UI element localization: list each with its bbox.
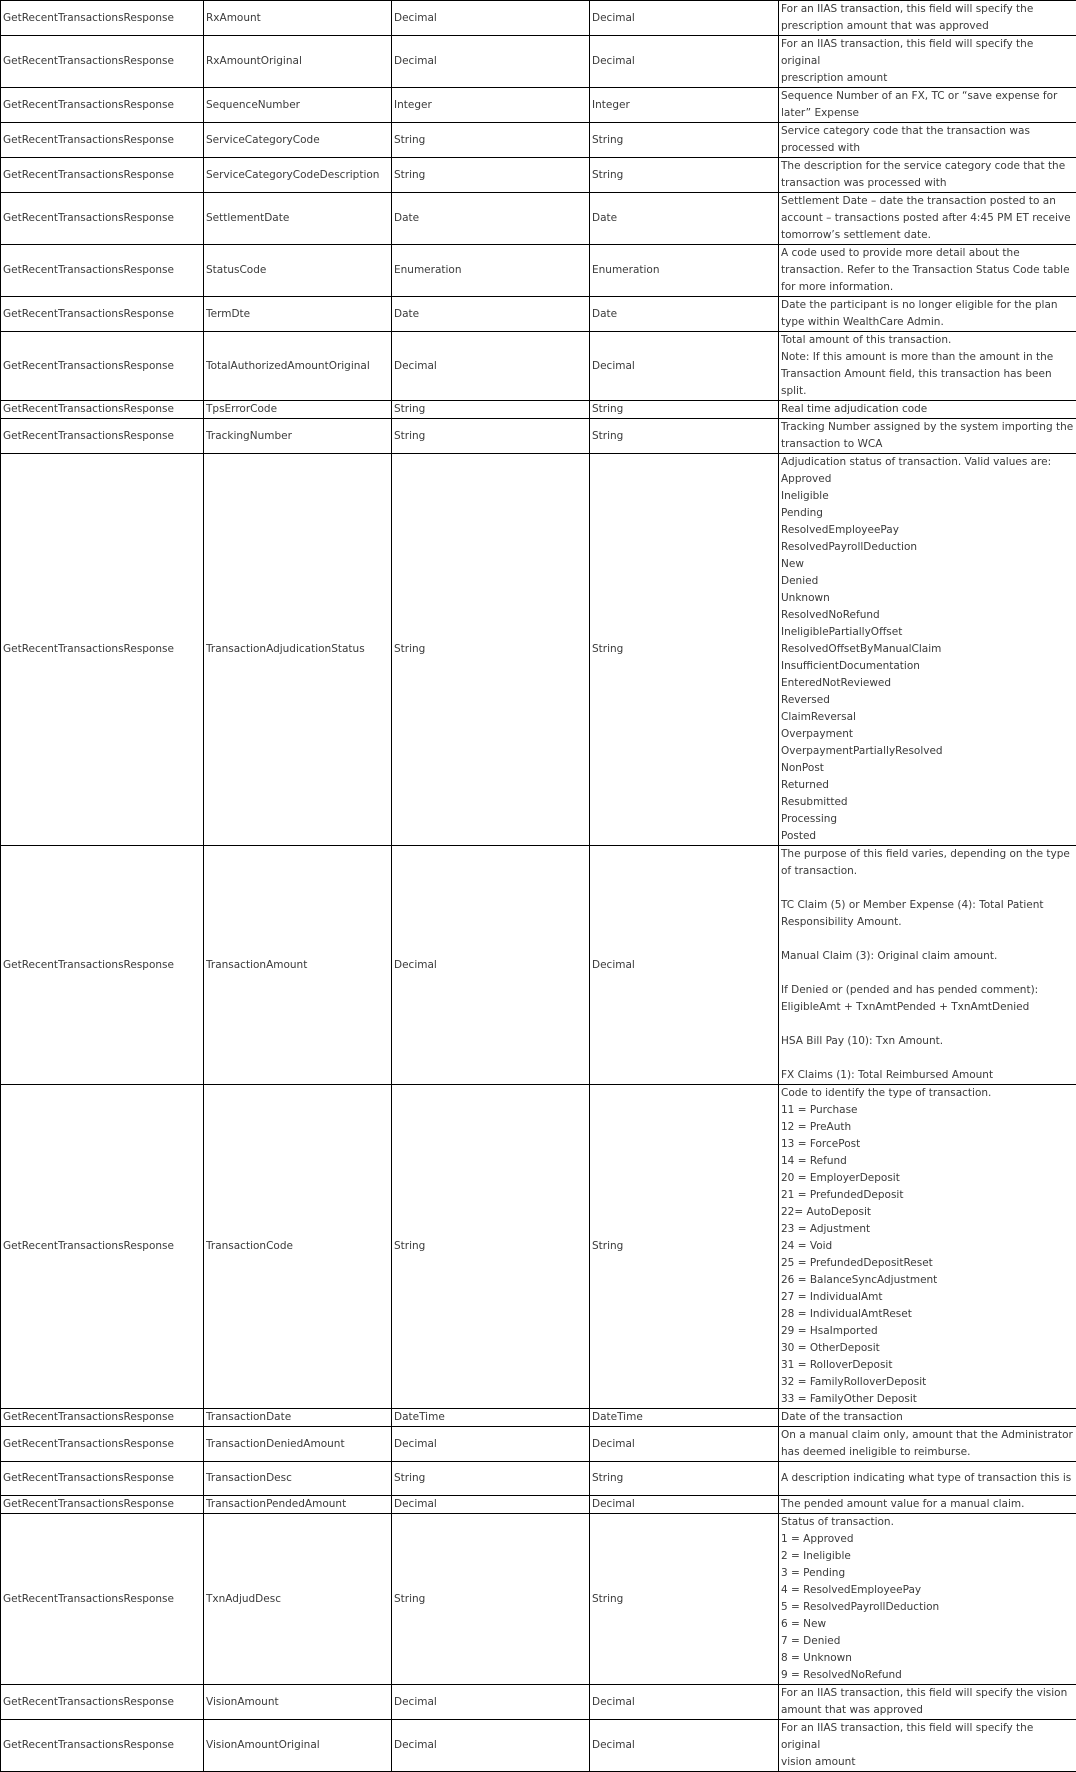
cell-data-type: Decimal: [392, 1496, 590, 1514]
cell-xml-type: Integer: [590, 88, 779, 123]
cell-field-name: TransactionDeniedAmount: [204, 1427, 392, 1462]
cell-description: For an IIAS transaction, this field will specify the vision amount that was approved: [779, 1685, 1076, 1720]
cell-data-type: Enumeration: [392, 245, 590, 297]
cell-field-name: TrackingNumber: [204, 419, 392, 454]
table-row: [1, 1720, 1076, 1772]
table-row: [1, 1685, 1076, 1720]
cell-description: Total amount of this transaction. Note: If this amount is more than the amount in the Transaction Amount field, this transaction has been split.: [779, 332, 1076, 401]
table-row: [1, 36, 1076, 88]
cell-object-name: GetRecentTransactionsResponse: [1, 846, 204, 1085]
cell-xml-type: Decimal: [590, 1720, 779, 1772]
table-row: [1, 401, 1076, 419]
cell-xml-type: String: [590, 419, 779, 454]
cell-object-name: GetRecentTransactionsResponse: [1, 1, 204, 36]
cell-object-name: GetRecentTransactionsResponse: [1, 419, 204, 454]
cell-xml-type: String: [590, 454, 779, 846]
cell-object-name: GetRecentTransactionsResponse: [1, 193, 204, 245]
cell-field-name: TransactionCode: [204, 1085, 392, 1409]
table-row: [1, 1, 1076, 36]
cell-xml-type: String: [590, 158, 779, 193]
table-row: [1, 332, 1076, 401]
cell-data-type: String: [392, 1085, 590, 1409]
cell-description: Settlement Date – date the transaction posted to an account – transactions posted after 4:45 PM ET receive tomorrow’s settlement date.: [779, 193, 1076, 245]
cell-data-type: String: [392, 158, 590, 193]
cell-field-name: TransactionAdjudicationStatus: [204, 454, 392, 846]
cell-field-name: SettlementDate: [204, 193, 392, 245]
cell-xml-type: Date: [590, 193, 779, 245]
cell-object-name: GetRecentTransactionsResponse: [1, 454, 204, 846]
table-row: [1, 846, 1076, 1085]
cell-xml-type: Decimal: [590, 1427, 779, 1462]
cell-object-name: GetRecentTransactionsResponse: [1, 158, 204, 193]
cell-data-type: Decimal: [392, 1, 590, 36]
table-row: [1, 297, 1076, 332]
cell-data-type: Decimal: [392, 1685, 590, 1720]
table-row: [1, 454, 1076, 846]
cell-xml-type: Decimal: [590, 332, 779, 401]
cell-field-name: TotalAuthorizedAmountOriginal: [204, 332, 392, 401]
cell-data-type: Decimal: [392, 36, 590, 88]
cell-field-name: TransactionPendedAmount: [204, 1496, 392, 1514]
cell-field-name: StatusCode: [204, 245, 392, 297]
cell-description: Code to identify the type of transaction. 11 = Purchase 12 = PreAuth 13 = ForcePost 14 = Refund 20 = EmployerDeposit 21 = PrefundedDeposit 22= AutoDeposit 23 = Adjustment 24 = Void 25 = PrefundedDepositReset 26 = BalanceSyncAdjustment 27 = IndividualAmt 28 = IndividualAmtReset 29 = HsaImported 30 = OtherDeposit 31 = RolloverDeposit 32 = FamilyRolloverDeposit 33 = FamilyOther Deposit: [779, 1085, 1076, 1409]
cell-object-name: GetRecentTransactionsResponse: [1, 123, 204, 158]
cell-field-name: VisionAmount: [204, 1685, 392, 1720]
cell-object-name: GetRecentTransactionsResponse: [1, 1085, 204, 1409]
table-row: [1, 1409, 1076, 1427]
cell-field-name: VisionAmountOriginal: [204, 1720, 392, 1772]
cell-data-type: String: [392, 401, 590, 419]
cell-object-name: GetRecentTransactionsResponse: [1, 1427, 204, 1462]
cell-field-name: TransactionAmount: [204, 846, 392, 1085]
cell-xml-type: String: [590, 1462, 779, 1496]
cell-data-type: Decimal: [392, 332, 590, 401]
cell-data-type: Decimal: [392, 1720, 590, 1772]
cell-xml-type: Enumeration: [590, 245, 779, 297]
table-row: [1, 1085, 1076, 1409]
table-row: [1, 123, 1076, 158]
cell-description: Sequence Number of an FX, TC or “save expense for later” Expense: [779, 88, 1076, 123]
cell-data-type: Decimal: [392, 846, 590, 1085]
cell-description: Service category code that the transaction was processed with: [779, 123, 1076, 158]
table-row: [1, 193, 1076, 245]
table-row: [1, 245, 1076, 297]
cell-object-name: GetRecentTransactionsResponse: [1, 1462, 204, 1496]
cell-data-type: DateTime: [392, 1409, 590, 1427]
cell-object-name: GetRecentTransactionsResponse: [1, 1720, 204, 1772]
cell-xml-type: String: [590, 401, 779, 419]
cell-object-name: GetRecentTransactionsResponse: [1, 88, 204, 123]
cell-data-type: String: [392, 123, 590, 158]
cell-description: A code used to provide more detail about the transaction. Refer to the Transaction Status Code table for more information.: [779, 245, 1076, 297]
cell-object-name: GetRecentTransactionsResponse: [1, 36, 204, 88]
cell-xml-type: String: [590, 1514, 779, 1685]
cell-xml-type: Date: [590, 297, 779, 332]
cell-field-name: TpsErrorCode: [204, 401, 392, 419]
cell-field-name: TransactionDesc: [204, 1462, 392, 1496]
cell-field-name: ServiceCategoryCode: [204, 123, 392, 158]
cell-field-name: TermDte: [204, 297, 392, 332]
cell-object-name: GetRecentTransactionsResponse: [1, 1496, 204, 1514]
cell-field-name: RxAmountOriginal: [204, 36, 392, 88]
cell-data-type: String: [392, 1462, 590, 1496]
cell-field-name: TxnAdjudDesc: [204, 1514, 392, 1685]
cell-data-type: String: [392, 419, 590, 454]
cell-data-type: String: [392, 454, 590, 846]
cell-xml-type: DateTime: [590, 1409, 779, 1427]
cell-xml-type: String: [590, 123, 779, 158]
cell-xml-type: Decimal: [590, 1496, 779, 1514]
table-row: [1, 419, 1076, 454]
cell-object-name: GetRecentTransactionsResponse: [1, 401, 204, 419]
cell-description: The description for the service category code that the transaction was processed with: [779, 158, 1076, 193]
cell-field-name: ServiceCategoryCodeDescription: [204, 158, 392, 193]
cell-field-name: TransactionDate: [204, 1409, 392, 1427]
table-row: [1, 1496, 1076, 1514]
cell-description: For an IIAS transaction, this field will specify the original prescription amount: [779, 36, 1076, 88]
table-row: [1, 158, 1076, 193]
cell-description: The pended amount value for a manual claim.: [779, 1496, 1076, 1514]
cell-description: On a manual claim only, amount that the Administrator has deemed ineligible to reimburse.: [779, 1427, 1076, 1462]
cell-data-type: String: [392, 1514, 590, 1685]
cell-field-name: RxAmount: [204, 1, 392, 36]
cell-description: The purpose of this field varies, depending on the type of transaction. TC Claim (5) or Member Expense (4): Total Patient Responsibility Amount. Manual Claim (3): Original claim amount. If Denied or (pended and has pended comment): EligibleAmt + TxnAmtPended + TxnAmtDenied HSA Bill Pay (10): Txn Amount. FX Claims (1): Total Reimbursed Amount: [779, 846, 1076, 1085]
cell-description: Status of transaction. 1 = Approved 2 = Ineligible 3 = Pending 4 = ResolvedEmployeePay 5 = ResolvedPayrollDeduction 6 = New 7 = Denied 8 = Unknown 9 = ResolvedNoRefund: [779, 1514, 1076, 1685]
cell-description: Date of the transaction: [779, 1409, 1076, 1427]
cell-data-type: Date: [392, 193, 590, 245]
cell-object-name: GetRecentTransactionsResponse: [1, 1685, 204, 1720]
cell-object-name: GetRecentTransactionsResponse: [1, 1409, 204, 1427]
cell-xml-type: Decimal: [590, 1685, 779, 1720]
cell-description: Real time adjudication code: [779, 401, 1076, 419]
cell-field-name: SequenceNumber: [204, 88, 392, 123]
cell-object-name: GetRecentTransactionsResponse: [1, 332, 204, 401]
table-row: [1, 1427, 1076, 1462]
cell-description: For an IIAS transaction, this field will specify the original vision amount: [779, 1720, 1076, 1772]
cell-description: Date the participant is no longer eligible for the plan type within WealthCare Admin.: [779, 297, 1076, 332]
cell-description: For an IIAS transaction, this field will specify the prescription amount that was approved: [779, 1, 1076, 36]
field-reference-table-body: [1, 1, 1076, 1772]
cell-object-name: GetRecentTransactionsResponse: [1, 297, 204, 332]
cell-xml-type: Decimal: [590, 36, 779, 88]
cell-data-type: Decimal: [392, 1427, 590, 1462]
cell-xml-type: String: [590, 1085, 779, 1409]
cell-data-type: Date: [392, 297, 590, 332]
cell-description: Adjudication status of transaction. Valid values are: Approved Ineligible Pending ResolvedEmployeePay ResolvedPayrollDeduction New Denied Unknown ResolvedNoRefund IneligiblePartiallyOffset ResolvedOffsetByManualClaim InsufficientDocumentation EnteredNotReviewed Reversed ClaimReversal Overpayment OverpaymentPartiallyResolved NonPost Returned Resubmitted Processing Posted: [779, 454, 1076, 846]
cell-description: A description indicating what type of transaction this is: [779, 1462, 1076, 1496]
cell-object-name: GetRecentTransactionsResponse: [1, 245, 204, 297]
table-row: [1, 1514, 1076, 1685]
cell-object-name: GetRecentTransactionsResponse: [1, 1514, 204, 1685]
table-row: [1, 88, 1076, 123]
table-row: [1, 1462, 1076, 1496]
cell-data-type: Integer: [392, 88, 590, 123]
cell-xml-type: Decimal: [590, 1, 779, 36]
cell-description: Tracking Number assigned by the system importing the transaction to WCA: [779, 419, 1076, 454]
cell-xml-type: Decimal: [590, 846, 779, 1085]
